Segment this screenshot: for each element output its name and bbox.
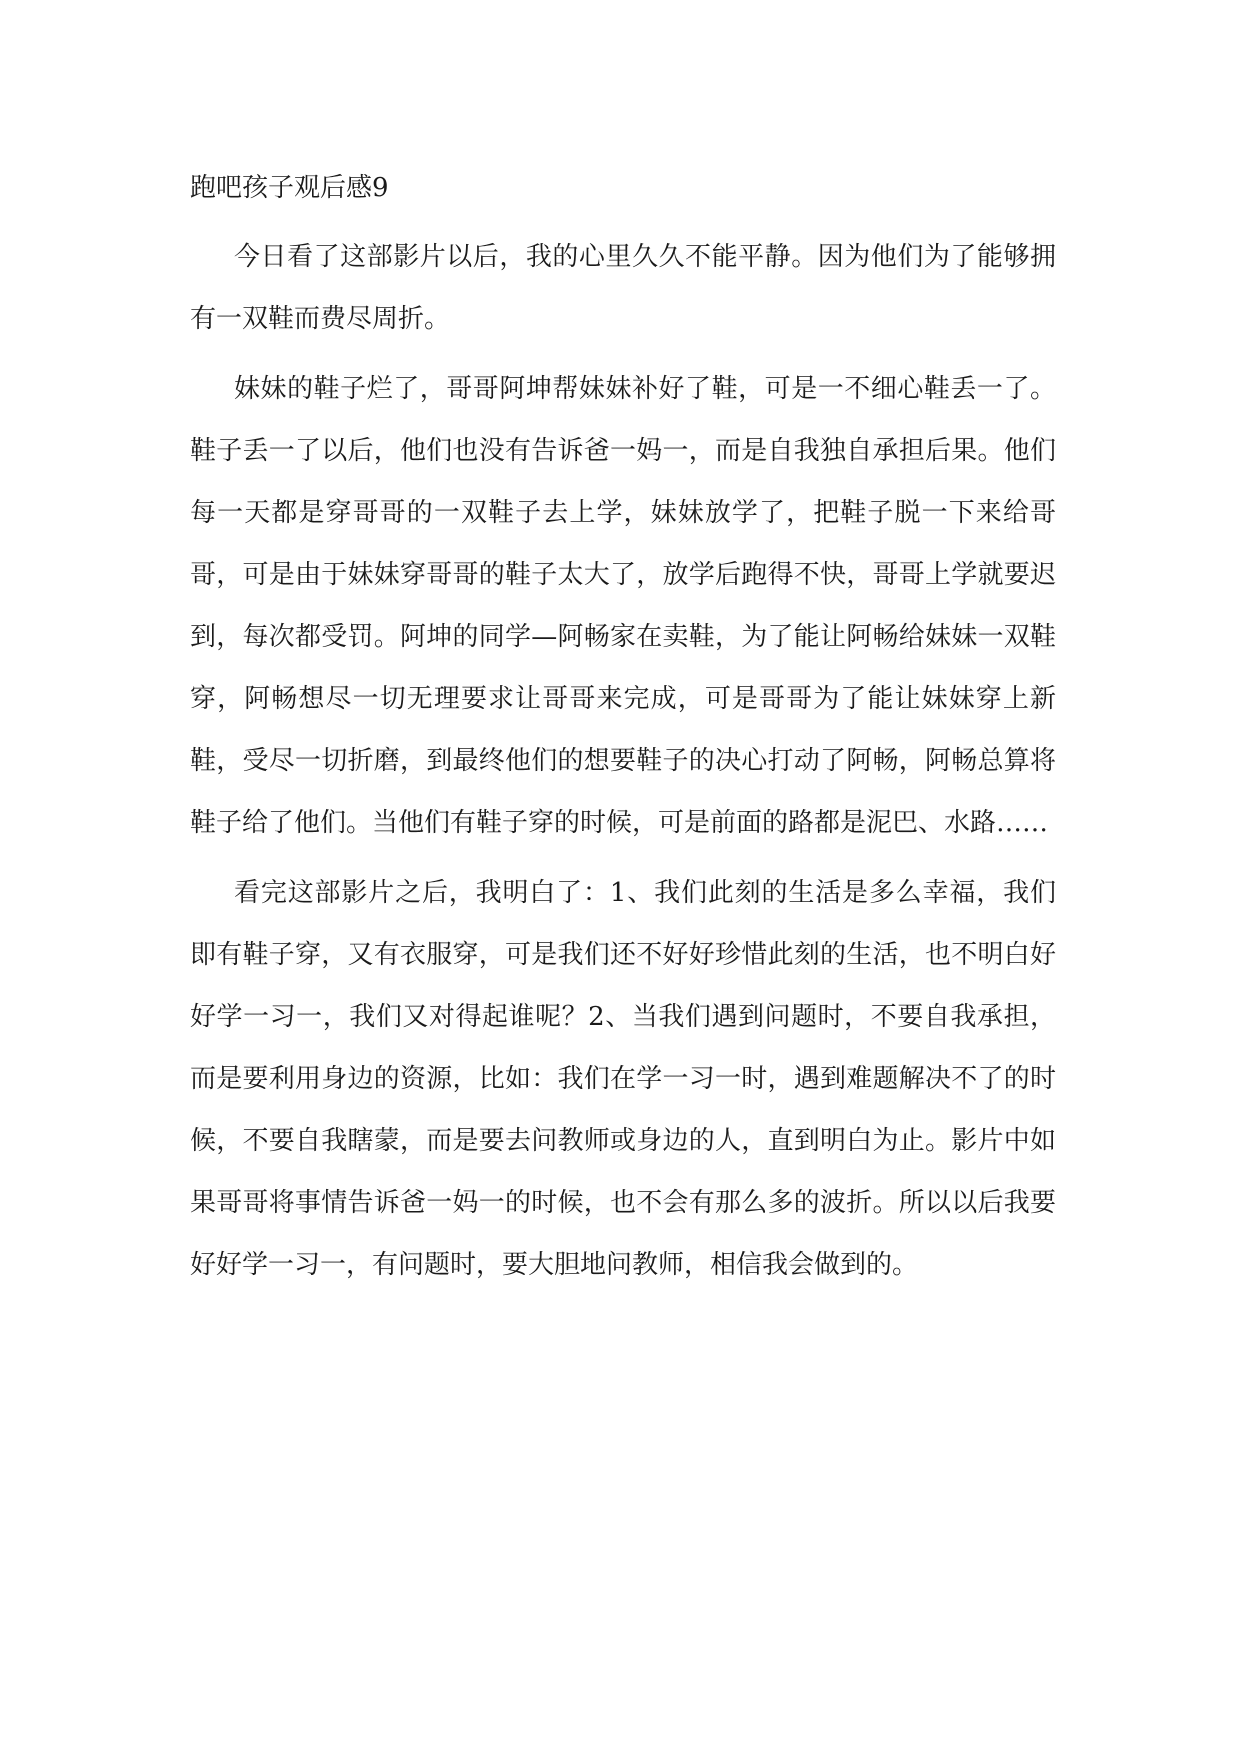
document-body <box>190 160 1056 1304</box>
paragraph-story: 妹妹的鞋子烂了，哥哥阿坤帮妹妹补好了鞋，可是一不细心鞋丢一了。鞋子丢一了以后，他们也没有告诉爸一妈一，而是自我独自承担后果。他们每一天都是穿哥哥的一双鞋子去上学，妹妹放学了，把鞋子脱一下来给哥哥，可是由于妹妹穿哥哥的鞋子太大了，放学后跑得不快，哥哥上学就要迟到，每次都受罚。阿坤的同学—阿畅家在卖鞋，为了能让阿畅给妹妹一双鞋穿，阿畅想尽一切无理要求让哥哥来完成，可是哥哥为了能让妹妹穿上新鞋，受尽一切折磨，到最终他们的想要鞋子的决心打动了阿畅，阿畅总算将鞋子给了他们。当他们有鞋子穿的时候，可是前面的路都是泥巴、水路…… <box>190 374 1056 838</box>
paragraph-intro: 今日看了这部影片以后，我的心里久久不能平静。因为他们为了能够拥有一双鞋而费尽周折。 <box>190 242 1056 334</box>
document-title: 跑吧孩子观后感9 <box>190 173 389 203</box>
paragraph-reflection: 看完这部影片之后，我明白了：1、我们此刻的生活是多么幸福，我们即有鞋子穿，又有衣服穿，可是我们还不好好珍惜此刻的生活，也不明白好好学一习一，我们又对得起谁呢？2、当我们遇到问题时，不要自我承担，而是要利用身边的资源，比如：我们在学一习一时，遇到难题解决不了的时候，不要自我瞎蒙，而是要去问教师或身边的人，直到明白为止。影片中如果哥哥将事情告诉爸一妈一的时候，也不会有那么多的波折。所以以后我要好好学一习一，有问题时，要大胆地问教师，相信我会做到的。 <box>190 878 1056 1280</box>
